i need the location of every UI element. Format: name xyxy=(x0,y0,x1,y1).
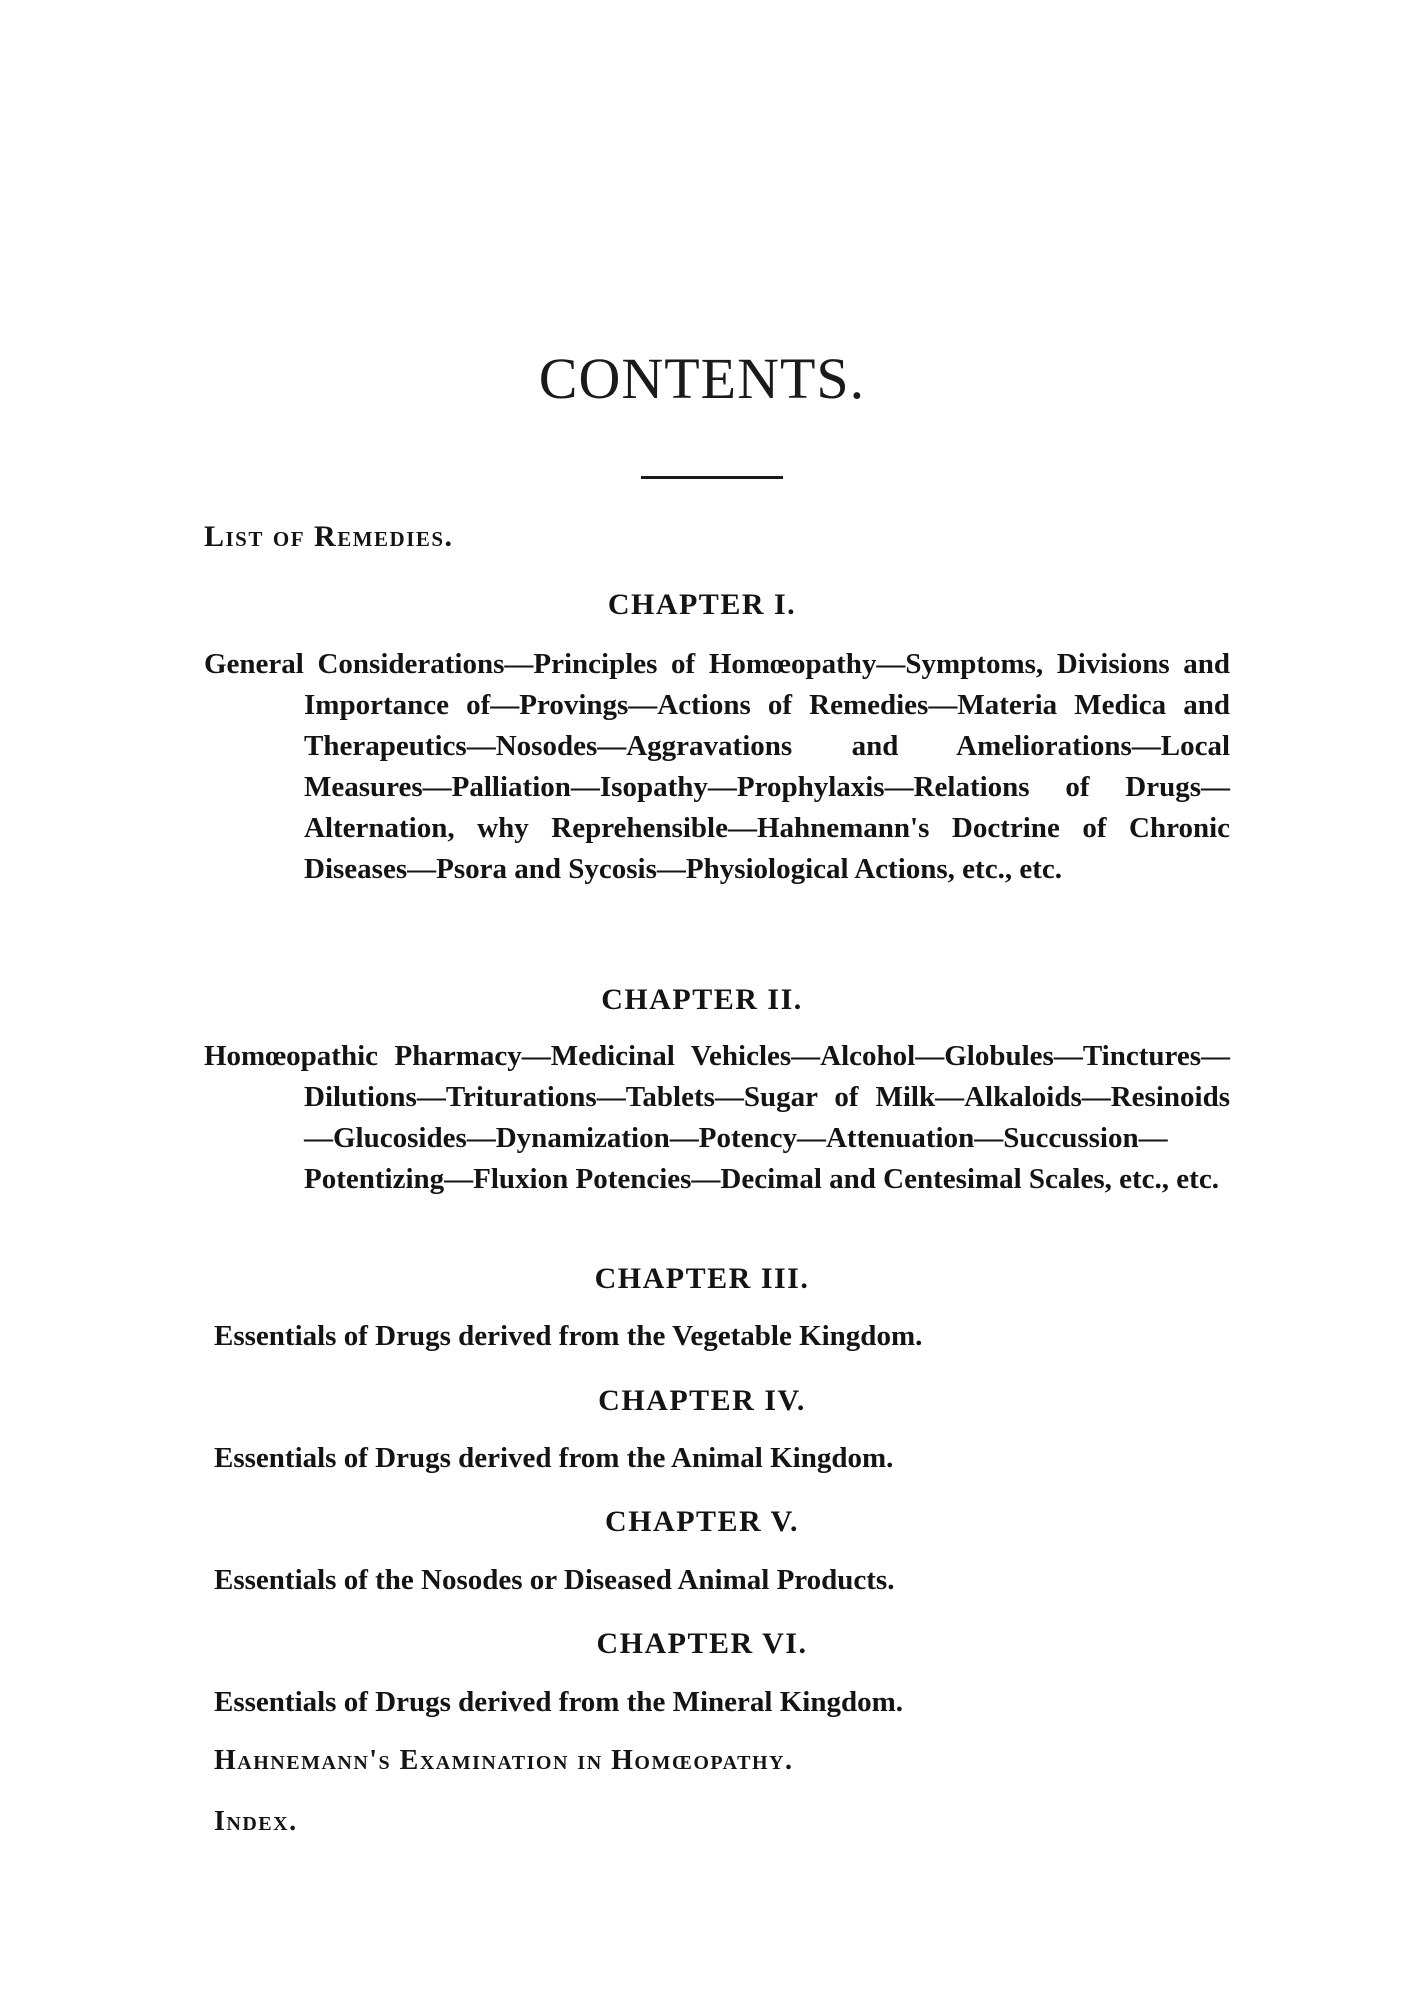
chapter-1-summary: General Considerations—Principles of Homœopathy—Symptoms, Divisions and Importance of—Provings—Actions of Remedies—Materia Medica and Therapeutics—Nosodes—Aggravations and Ameliorations—Local Measures—Palliation—Isopathy—Prophylaxis—Relations of Drugs—Alternation, why Reprehensible—Hahnemann's Doctrine of Chronic Diseases—Psora and Sycosis—Physiological Actions, etc., etc. xyxy=(204,648,1230,885)
chapter-2-summary: Homœopathic Pharmacy—Medicinal Vehicles—Alcohol—Globules—Tinctures—Dilutions—Triturations—Tablets—Sugar of Milk—Alkaloids—Resinoids—Glucosides—Dynamization—Potency—Attenuation—Succussion—Potentizing—Fluxion Potencies—Decimal and Centesimal Scales, etc., etc. xyxy=(204,1040,1230,1195)
list-of-remedies-entry: List of Remedies. xyxy=(204,520,454,553)
title-divider xyxy=(641,476,783,479)
chapter-1-heading: CHAPTER I. xyxy=(607,588,797,621)
chapter-4-heading: CHAPTER IV. xyxy=(598,1384,806,1417)
index-entry: Index. xyxy=(214,1806,298,1837)
chapter-4-summary: Essentials of Drugs derived from the Animal Kingdom. xyxy=(214,1442,894,1474)
chapter-3-summary: Essentials of Drugs derived from the Vegetable Kingdom. xyxy=(214,1320,923,1352)
page-title: CONTENTS. xyxy=(538,346,866,411)
chapter-5-heading: CHAPTER V. xyxy=(605,1505,799,1538)
chapter-6-summary: Essentials of Drugs derived from the Mineral Kingdom. xyxy=(214,1686,903,1718)
chapter-6-heading: CHAPTER VI. xyxy=(596,1627,808,1660)
chapter-3-heading: CHAPTER III. xyxy=(594,1262,810,1295)
hahnemann-examination-entry: Hahnemann's Examination in Homœopathy. xyxy=(214,1745,794,1776)
chapter-2-heading: CHAPTER II. xyxy=(601,983,803,1016)
chapter-5-summary: Essentials of the Nosodes or Diseased Animal Products. xyxy=(214,1564,895,1596)
